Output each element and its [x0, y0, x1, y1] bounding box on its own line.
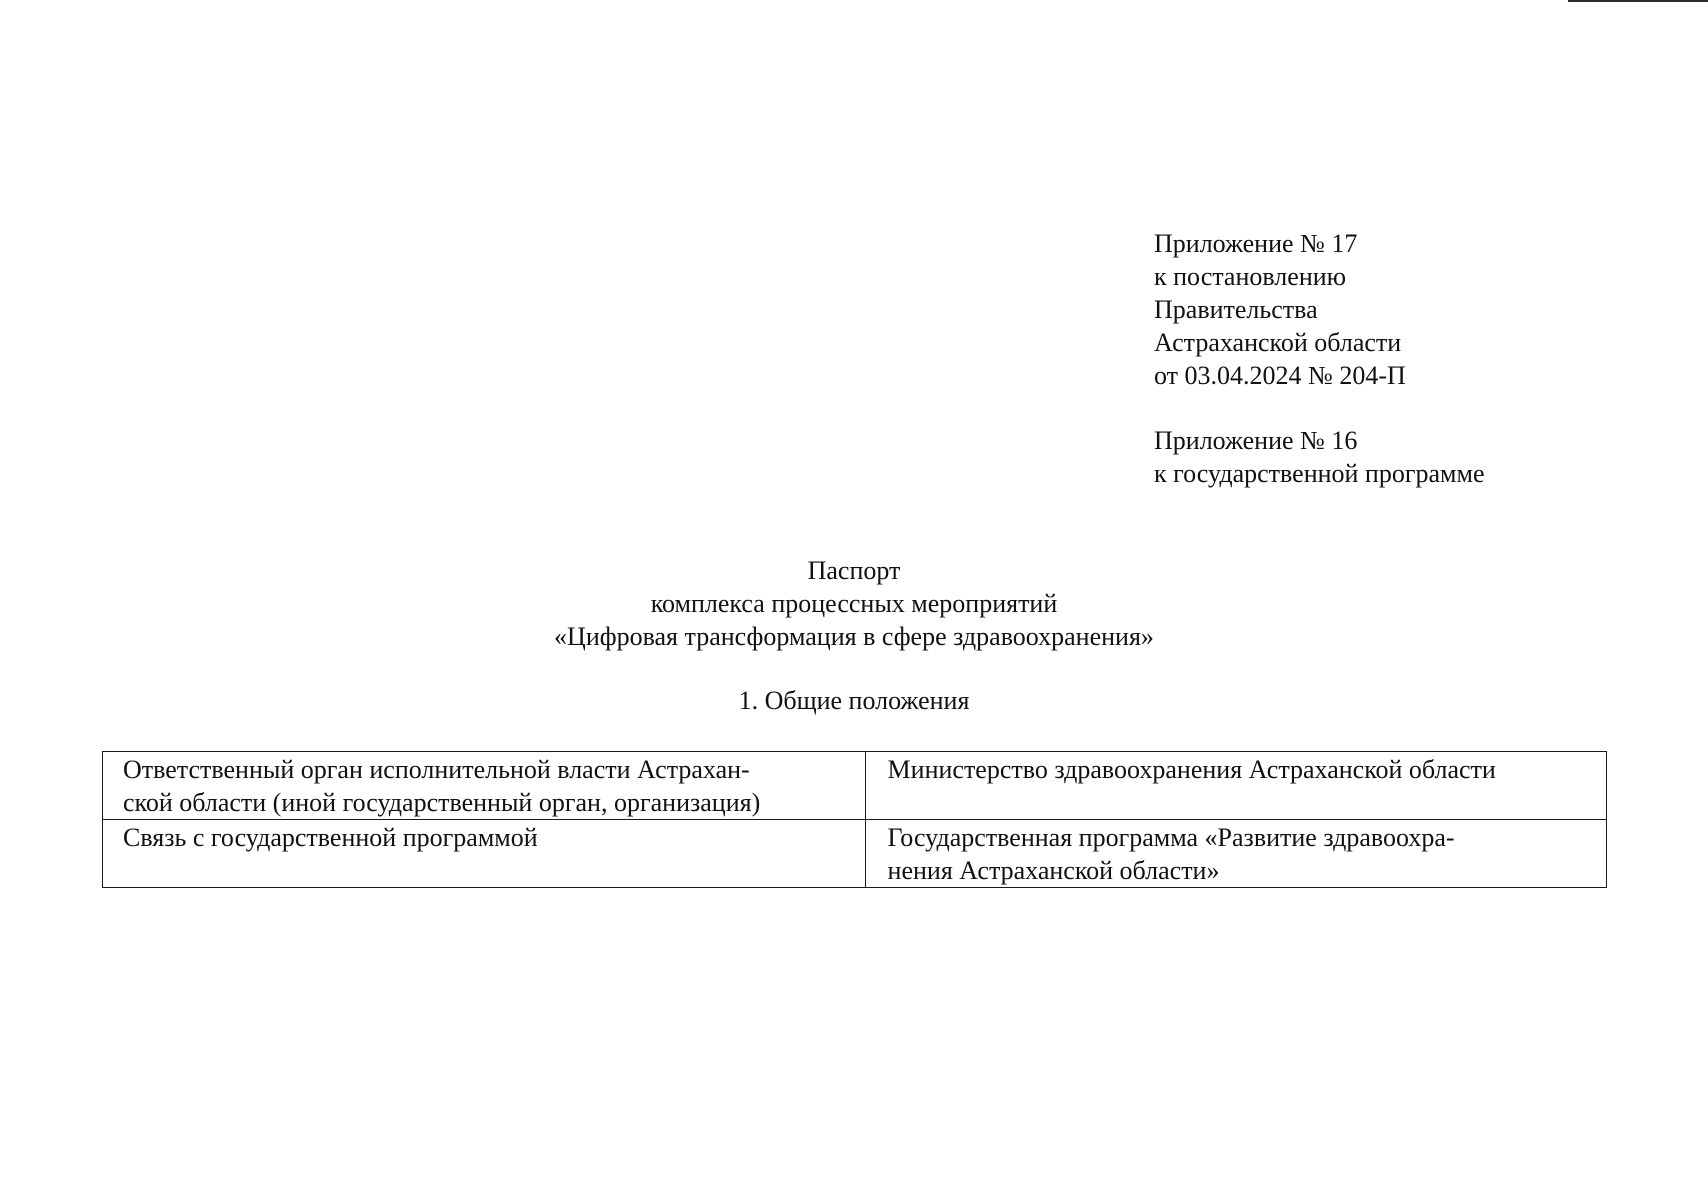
- row-value-line: нения Астраханской области»: [887, 856, 1220, 885]
- general-provisions-table: [102, 751, 1607, 888]
- row-label-line: Связь с государственной программой: [123, 823, 538, 852]
- row-value-cell: [865, 752, 1606, 820]
- appendix-current-block: [1154, 227, 1406, 392]
- appendix-current-line: Приложение № 17: [1154, 229, 1358, 258]
- row-label-line: ской области (иной государственный орган, организация): [123, 788, 761, 817]
- appendix-current-line: Астраханской области: [1154, 328, 1402, 357]
- section-heading: 1. Общие положения: [738, 686, 970, 715]
- scan-edge-line: [1568, 0, 1708, 2]
- appendix-current-line: Правительства: [1154, 295, 1318, 324]
- table-row: [103, 752, 1607, 820]
- title-line-1: Паспорт: [807, 556, 901, 585]
- row-label-cell: [103, 752, 866, 820]
- appendix-original-line: к государственной программе: [1154, 459, 1485, 488]
- title-line-3: «Цифровая трансформация в сфере здравоохранения»: [554, 622, 1154, 651]
- row-value-cell: [865, 820, 1606, 888]
- appendix-original-line: Приложение № 16: [1154, 426, 1358, 455]
- row-value-line: Министерство здравоохранения Астраханской области: [887, 755, 1496, 784]
- row-label-cell: [103, 820, 866, 888]
- row-value-line: Государственная программа «Развитие здравоохра-: [887, 823, 1455, 852]
- row-label-line: Ответственный орган исполнительной власти Астрахан-: [123, 755, 750, 784]
- document-title: [0, 554, 1708, 653]
- appendix-original-block: [1154, 424, 1485, 490]
- appendix-current-line: к постановлению: [1154, 262, 1347, 291]
- table-row: [103, 820, 1607, 888]
- appendix-current-line: от 03.04.2024 № 204-П: [1154, 361, 1406, 390]
- title-line-2: комплекса процессных мероприятий: [650, 589, 1058, 618]
